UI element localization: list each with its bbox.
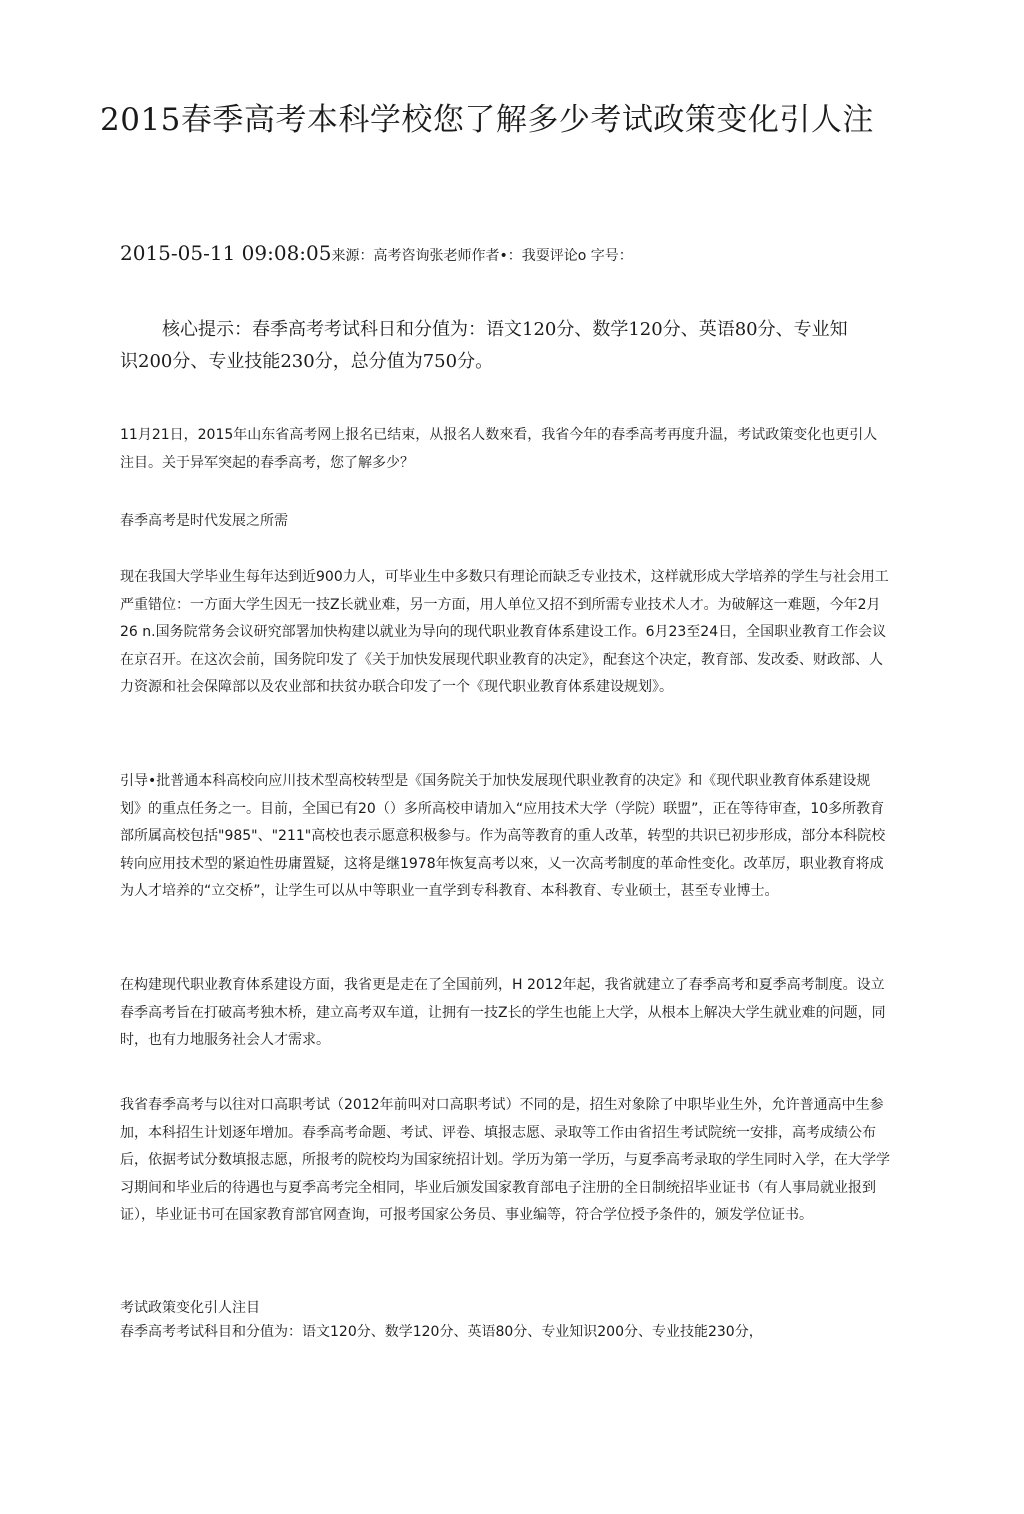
paragraph-subjects: 春季高考考试科目和分值为：语文120分、数学120分、英语80分、专业知识200分、专业技能230分，: [120, 1324, 763, 1340]
article-meta: [120, 240, 633, 269]
publish-datetime: 2015-05-11 09:08:05: [120, 241, 332, 265]
meta-source-line: 来源：高考咨询张老师作者•：我耍评论o 字号：: [331, 248, 633, 264]
paragraph-intro: 11月21日，2015年山东省高考网上报名已结束，从报名人数來看，我省今年的春季高考再度升温，考试政策变化也更引人注目。关于异军突起的春季高考，您了解多少？: [120, 427, 878, 471]
paragraph-province: 在构建现代职业教育体系建设方面，我省更是走在了全国前列，H 2012年起，我省就建立了春季高考和夏季高考制度。设立春季高考旨在打破高考独木桥，建立高考双车道，让拥有一技Z长的学生也能上大学，从根本上解决大学生就业难的问题，同时，也有力地服务社会人才需求。: [120, 977, 886, 1048]
article-title: 2015春季高考本科学校您了解多少考试政策变化引人注: [100, 102, 874, 138]
paragraph-difference: 我省春季高考与以往对口高职考试（2012年前叫对口高职考试）不同的是，招生对象除了中职毕业生外，允许普通高中生参加，本科招生计划逐年增加。春季高考命题、考试、评卷、填报志愿、录取等工作由省招生考试院统一安排，高考成绩公布后，依据考试分数填报志愿，所报考的院校均为国家统招计划。学历为第一学历，与夏季高考录取的学生同时入学，在大学学习期间和毕业后的待遇也与夏季高考完全相同，毕业后颁发国家教育部电子注册的全日制统招毕业证书（有人事局就业报到证），毕业证书可在国家教育部官网查询，可报考国家公务员、事业编等，符合学位授予条件的，颁发学位证书。: [120, 1097, 890, 1223]
paragraph-transformation: 引导•批普通本科高校向应川技术型高校转型是《国务院关于加快发展现代职业教育的决定》和《现代职业教育体系建设规划》的重点任务之一。目前，全国已有20（）多所高校申请加入“应用技术大学（学院）联盟”，正在等待审查，10多所教育部所属高校包括"985"、"211"高校也表示愿意积极参与。作为高等教育的重人改革，转型的共识已初步形成，部分本科院校转向应用技术型的紧迫性毋庸置疑，这将是继1978年恢复高考以來，乂一次高考制度的革命性变化。改革厉，职业教育将成为人才培养的“立交桥”，让学生可以从中等职业一直学到专科教育、本科教育、专业硕士，甚至专业博士。: [120, 773, 886, 899]
section-heading-era: 春季高考是时代发展之所需: [120, 513, 288, 529]
paragraph-background: 现在我国大学毕业生每年达到近900力人，可毕业生中多数只有理论而缺乏专业技术，这样就形成大学培养的学生与社会用工严重错位：一方面大学生因无一技Z长就业难，另一方面，用人单位又招不到所需专业技术人才。为破解这一难题，今年2月26 n.国务院常务会议研究部署加快构建以就业为导向的现代职业教育体系建设工作。6月23至24日，全国职业教育工作会议在京召开。在这次会前，国务院印发了《关于加快发展现代职业教育的决定》，配套这个决定，教育部、发改委、财政部、人力资源和社会保障部以及农业部和扶贫办联合印发了一个《现代职业教育体系建设规划》。: [120, 569, 889, 695]
core-hint: 核心提示：春季高考考试科日和分值为：语文120分、数学120分、英语80分、专业知识200分、专业技能230分，总分值为750分。: [120, 319, 848, 372]
section-heading-policy: 考试政策变化引人注目: [120, 1300, 260, 1316]
